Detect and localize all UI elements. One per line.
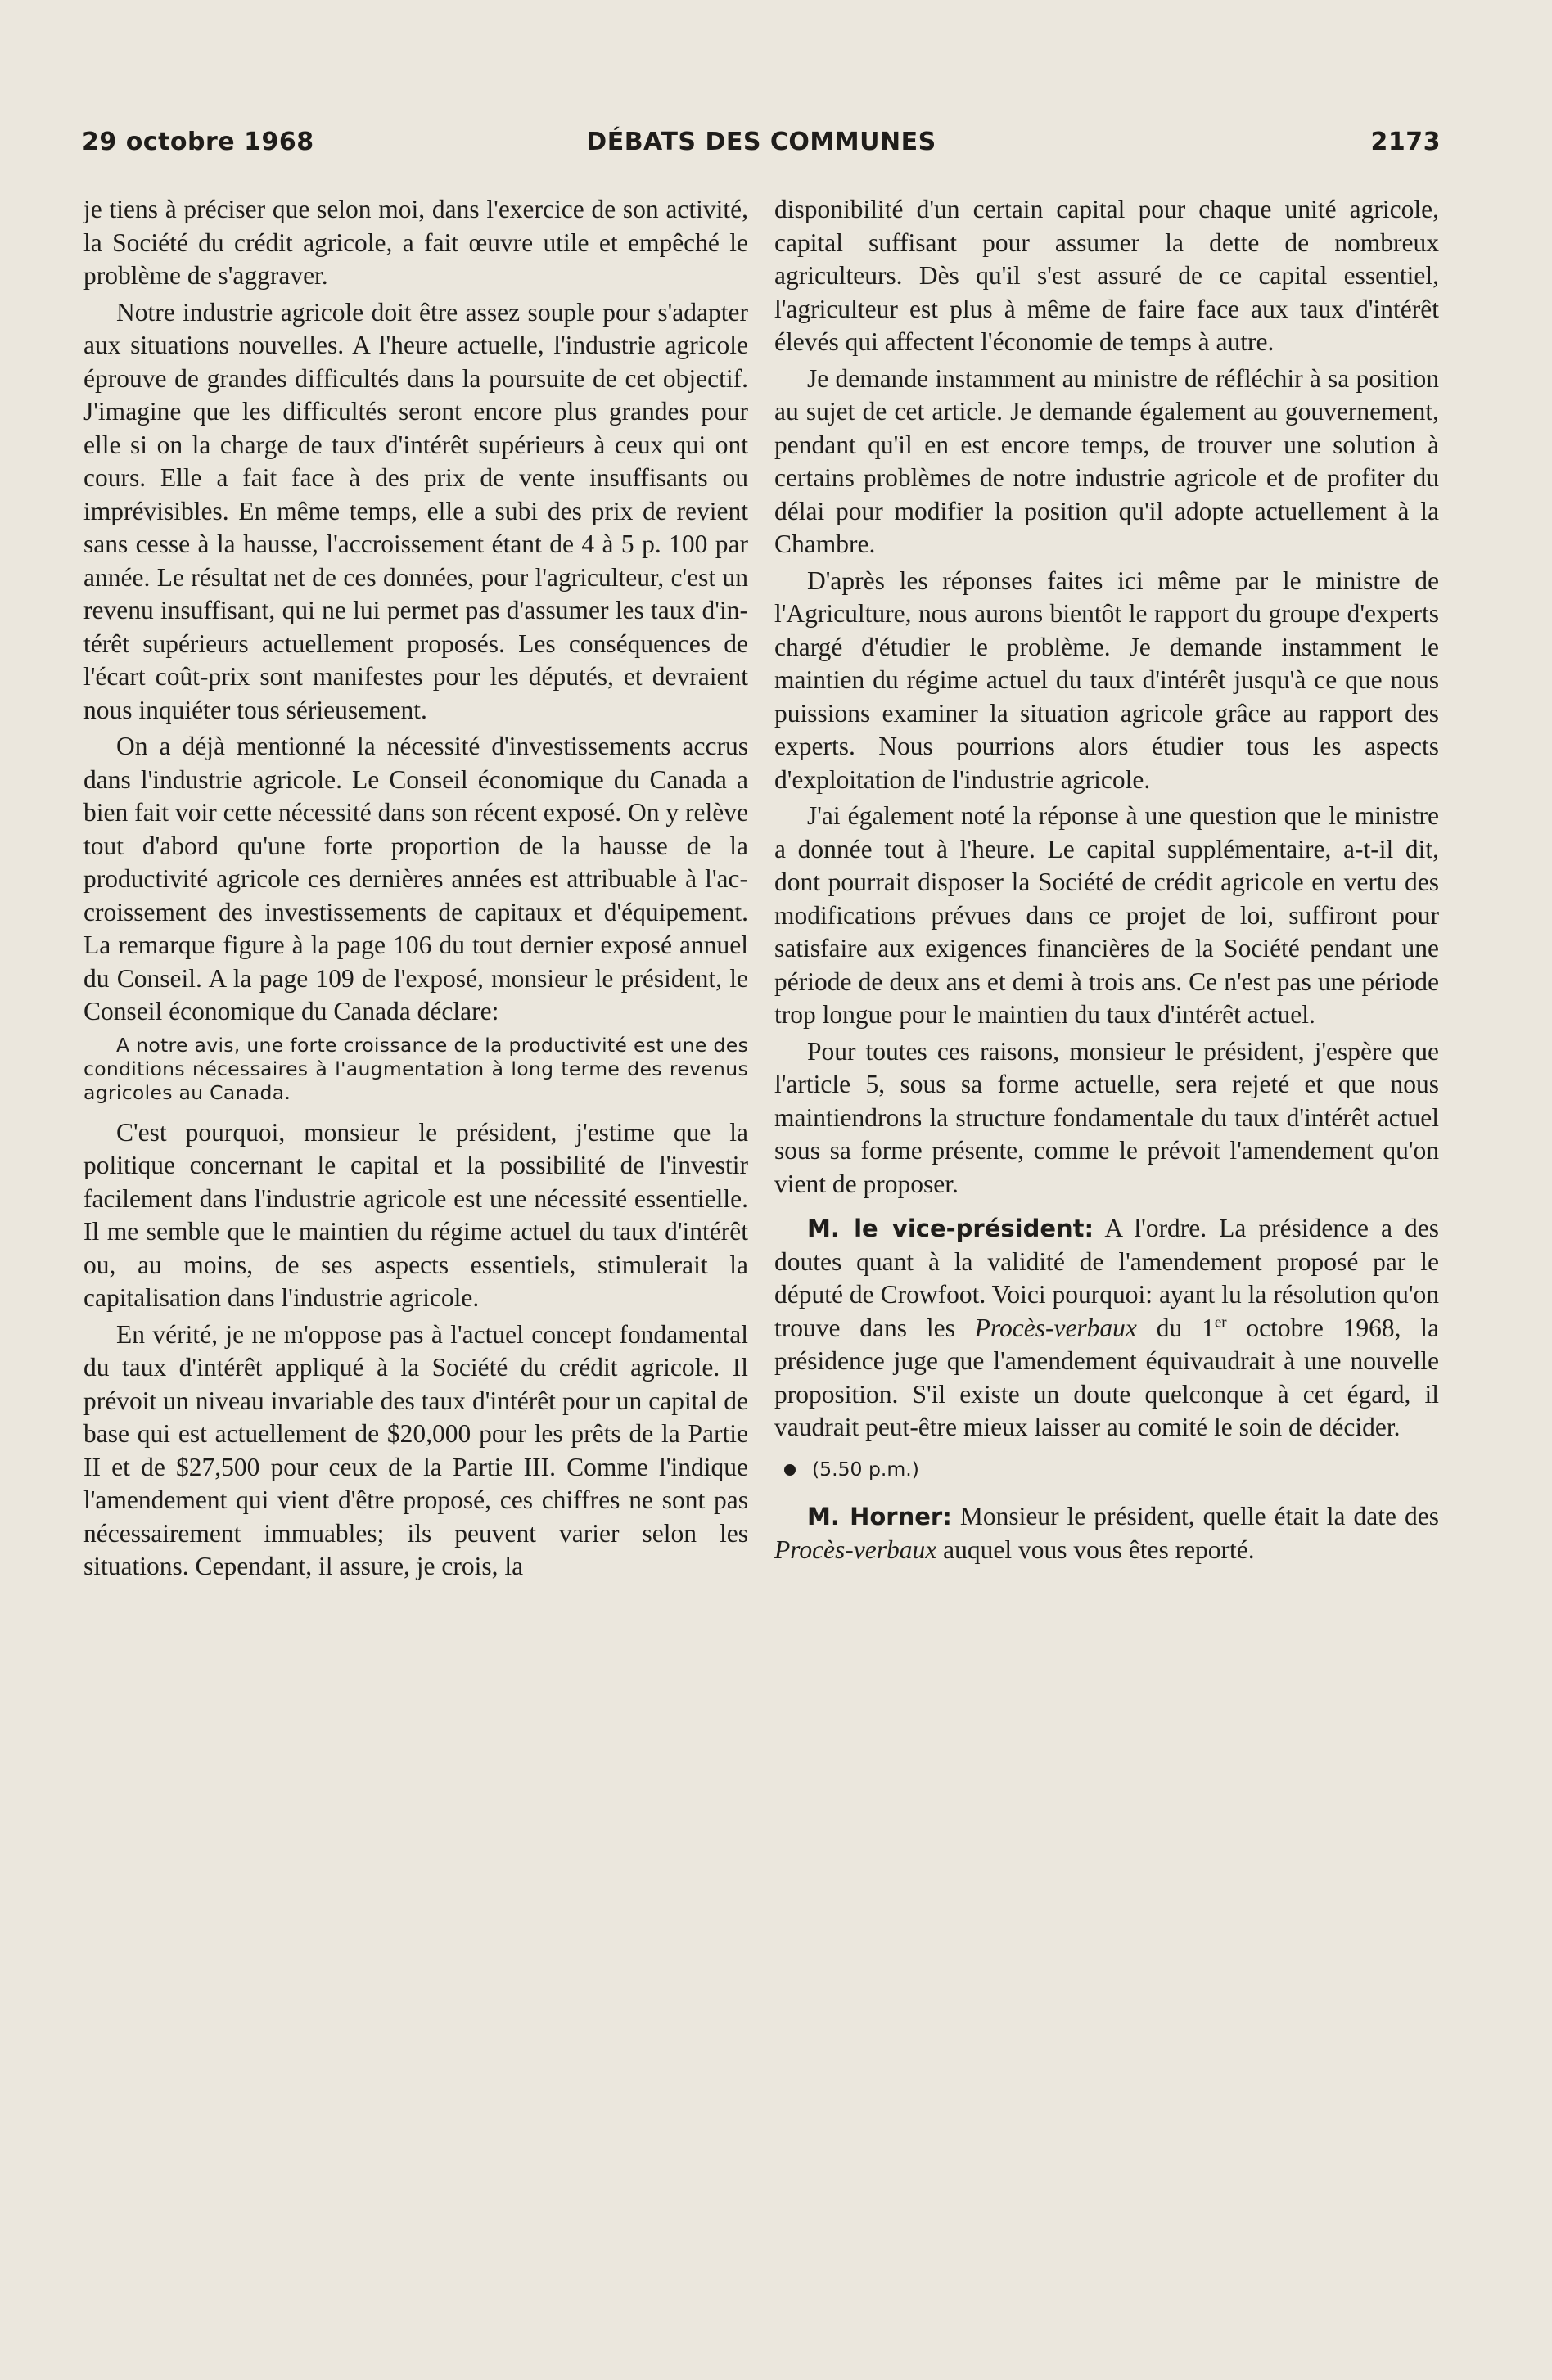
- speech-text: du 1: [1156, 1313, 1215, 1342]
- paragraph: disponibilité d'un certain capital pour chaque unité agricole, capital suffisant pour assumer la dette de nombreux agriculteurs. Dès qu'il s'est assuré de ce capital essentiel, l'agriculteur est plus à même de faire face aux taux d'intérêt élevés qui affectent l'économie de temps à autre.: [774, 195, 1439, 356]
- speech-text: auquel vous vous êtes reporté.: [943, 1535, 1255, 1564]
- bullet-icon: [784, 1464, 796, 1476]
- speech-text: A l'ordre. La présidence a des doutes quant à la validité de l'amendement proposé par le député de Crowfoot. Voici pourquoi: ayant lu la résolution qu'on trouve dans les: [774, 1214, 1439, 1342]
- speech-text: octobre 1968, la présidence juge que l'amendement équivaudrait à une nouvelle proposition. S'il existe un doute quelconque à cet égard, il vaudrait peut-être mieux laisser au comité le soin de décider.: [774, 1313, 1440, 1441]
- paragraph: J'ai également noté la réponse à une question que le ministre a donnée tout à l'heure. Le capital supplémentaire, a-t-il dit, dont pourrait disposer la Société de crédit agricole en vertu des modifications prévues dans ce projet de loi, suffiront pour satisfaire aux exigences financières de la Société pendant une période de deux ans et demi à trois ans. Ce n'est pas une période trop longue pour le maintien du taux d'intérêt actuel.: [774, 801, 1439, 1029]
- paragraph: D'après les réponses faites ici même par le ministre de l'Agriculture, nous aurons bientôt le rapport du groupe d'experts chargé d'étudier le problème. Je demande instamment le maintien du régime actuel du taux d'intérêt jusqu'à ce que nous puissions examiner la situation agricole grâce au rapport des experts. Nous pourrions alors étudier tous les aspects d'exploitation de l'industrie agricole.: [774, 566, 1439, 794]
- header-date: 29 octobre 1968: [82, 128, 314, 156]
- italic-title: Procès-verbaux: [974, 1313, 1137, 1342]
- paragraph: On a déjà mentionné la nécessité d'investissements accrus dans l'industrie agricole. Le Conseil économique du Canada a bien fait voir cette nécessité dans son récent exposé. On y relève tout d'abord qu'une forte proportion de la hausse de la productivité agricole ces dernières années est attribuable à l'accroissement des investissements de capitaux et d'équipement. La remarque figure à la page 106 du tout dernier exposé annuel du Conseil. A la page 109 de l'exposé, monsieur le président, le Conseil économique du Canada déclare:: [83, 732, 748, 1025]
- italic-title: Procès-verbaux: [774, 1535, 937, 1564]
- page-header: [82, 128, 1441, 169]
- speech-text: Monsieur le président, quelle était la date des: [959, 1502, 1439, 1530]
- time-text: (5.50 p.m.): [812, 1457, 919, 1481]
- paragraph: C'est pourquoi, monsieur le président, j'estime que la politique concernant le capital et la possibilité de l'investir facilement dans l'industrie agricole est une nécessité essentielle. Il me semble que le maintien du régime actuel du taux d'intérêt ou, au moins, de ses aspects essentiels, stimulerait la capitalisation dans l'industrie agricole.: [83, 1117, 748, 1312]
- speaker-name: M. Horner:: [807, 1503, 952, 1530]
- block-quote: [83, 1034, 748, 1105]
- speaker-paragraph: [774, 1500, 1439, 1566]
- paragraph: En vérité, je ne m'oppose pas à l'actuel concept fondamental du taux d'intérêt appliqué à la Société du crédit agricole. Il prévoit un niveau invariable des taux d'intérêt pour un capital de base qui est actuellement de $20,000 pour les prêts de la Partie II et de $27,500 pour ceux de la Partie III. Comme l'indique l'amendement qui vient d'être proposé, ces chiffres ne sont pas nécessairement immuables; ils peuvent varier selon les situations. Cependant, il assure, je crois, la: [83, 1319, 748, 1580]
- paragraph: je tiens à préciser que selon moi, dans l'exercice de son activité, la Société du crédit agricole, a fait œuvre utile et empêché le problème de s'aggraver.: [83, 195, 748, 290]
- header-title: DÉBATS DES COMMUNES: [586, 128, 936, 156]
- quote-text: A notre avis, une forte croissance de la productivité est une des conditions nécessaires à l'augmentation à long terme des revenus agricoles au Canada.: [83, 1033, 748, 1104]
- left-column: [83, 193, 748, 1587]
- superscript: er: [1214, 1314, 1227, 1331]
- page-number: 2173: [1370, 128, 1441, 156]
- paragraph: Notre industrie agricole doit être assez souple pour s'adapter aux situations nouvelles. A l'heure actuelle, l'industrie agricole éprouve de grandes difficultés dans la poursuite de cet objectif. J'imagine que les difficultés seront encore plus grandes pour elle si on la charge de taux d'intérêt supérieurs à ceux qui ont cours. Elle a fait face à des prix de vente insuffisants ou imprévisibles. En même temps, elle a subi des prix de revient sans cesse à la hausse, l'accroissement étant de 4 à 5 p. 100 par année. Le résultat net de ces données, pour l'agriculteur, c'est un revenu insuffisant, qui ne lui permet pas d'assumer les taux d'intérêt supérieurs actuellement proposés. Les conséquences de l'écart coût-prix sont manifestes pour les députés, et devraient nous inquiéter tous sérieusement.: [83, 297, 748, 724]
- time-marker: [784, 1453, 1439, 1486]
- speaker-paragraph: [774, 1212, 1439, 1445]
- speaker-name: M. le vice-président:: [807, 1215, 1094, 1242]
- paragraph: Je demande instamment au ministre de réfléchir à sa position au sujet de cet article. Je demande également au gouvernement, pendant qu'il en est encore temps, de trouver une solution à certains problèmes de notre industrie agricole et de profiter du délai pour modifier la position qu'il adopte actuellement à la Chambre.: [774, 363, 1439, 558]
- paragraph: Pour toutes ces raisons, monsieur le président, j'espère que l'article 5, sous sa forme actuelle, sera rejeté et que nous maintiendrons la structure fondamentale du taux d'intérêt actuel sous sa forme présente, comme le prévoit l'amendement qu'on vient de proposer.: [774, 1036, 1439, 1198]
- right-column: [774, 193, 1439, 1570]
